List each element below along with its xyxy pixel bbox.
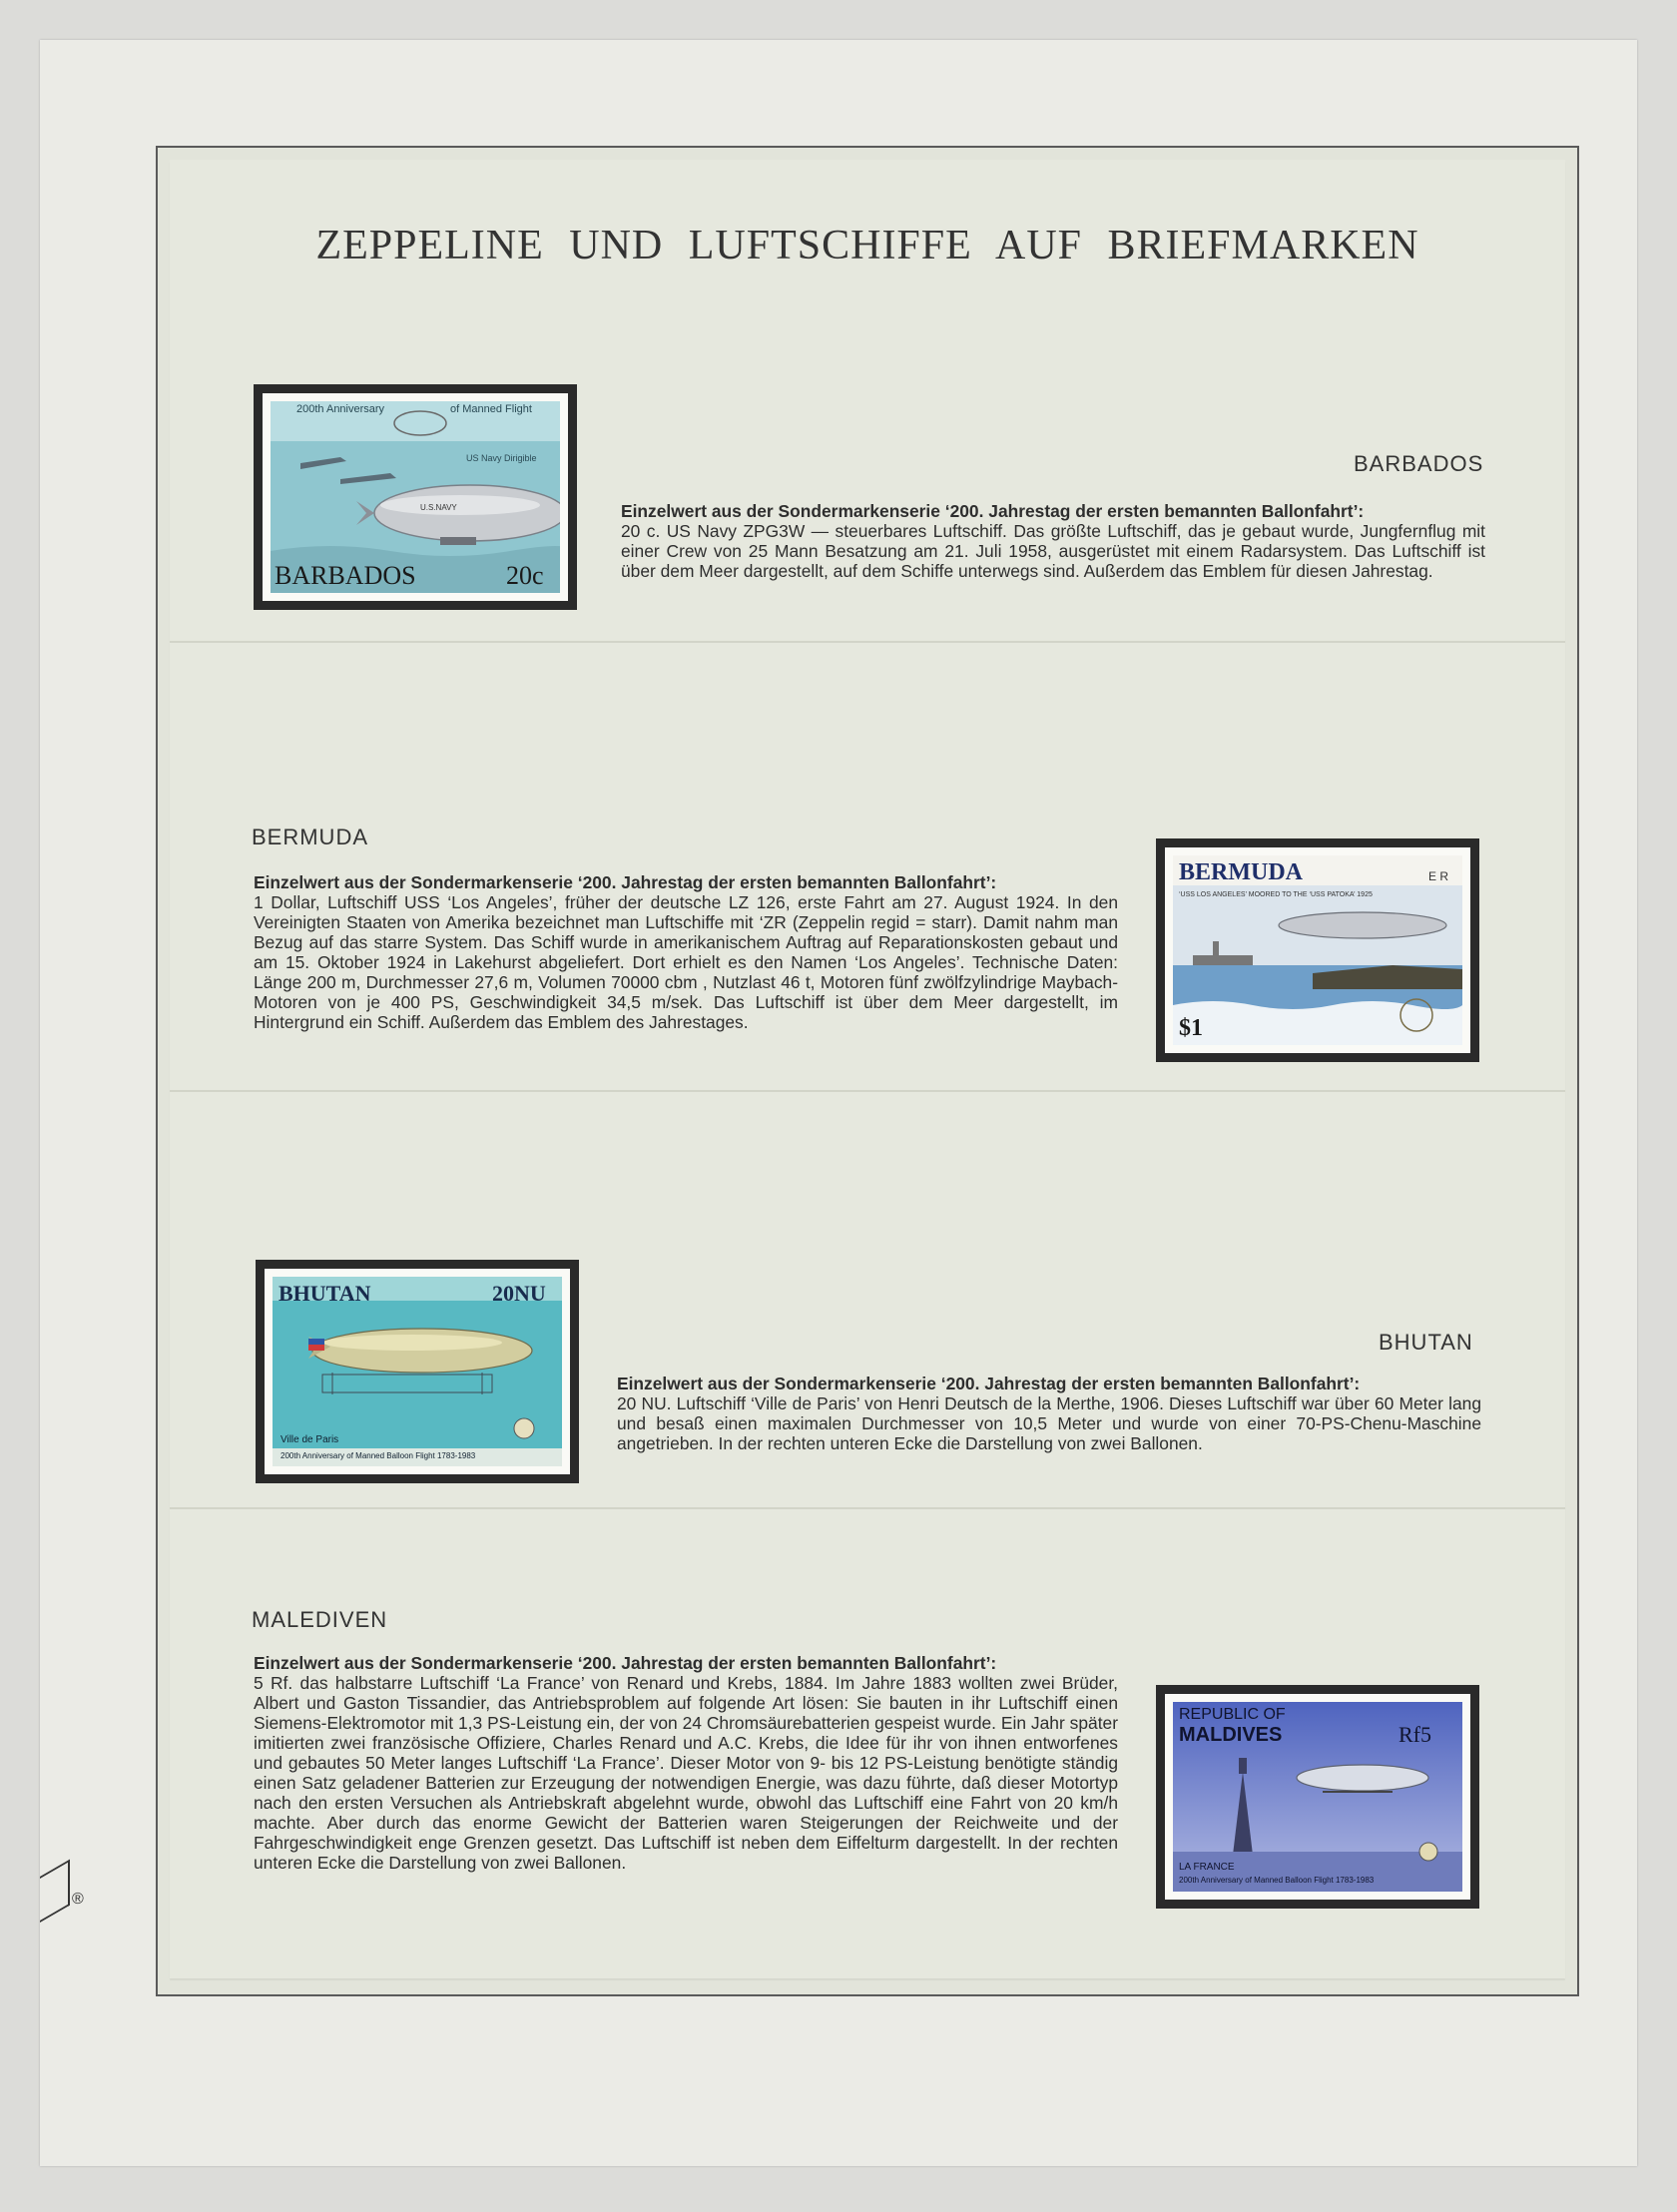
bermuda-stamp-cipher: E R xyxy=(1428,869,1449,883)
barbados-stamp-ship-label: U.S.NAVY xyxy=(420,503,457,512)
description-lead: Einzelwert aus der Sondermarkenserie ‘200. Jahrestag der ersten bemannten Ballonfahrt’: xyxy=(621,501,1365,521)
description-body: 5 Rf. das halbstarre Luftschiff ‘La France’ von Renard und Krebs, 1884. Im Jahre 1883 wollten zwei Brüder, Albert und Gaston Tissandier, das Antriebsproblem auf folgende Art lösen: Sie bauten in ihr Luftschiff einen Siemens-Elektromotor mit 1,3 PS-Leistung ein, der von 24 Chromsäurebatterien gespeist wurde. Ein Jahr später imitierten zwei französische Offiziere, Charles Renard und A.C. Krebs, die Idee für ihr von ihnen entworfenes und gebautes 50 Meter langes Luftschiff ‘La France’. Dieser Motor von 9- bis 12 PS-Leistung benötigte ständig einen Satz geladener Batterien zur Erzeugung der notwendigen Energie, was dazu führte, daß dieser Motortyp nach den ersten Versuchen als Antriebskraft abgelehnt wurde, obwohl das Luftschiff eine Fahrt von 20 km/h machte. Aber durch das enorme Gewicht der Batterien waren Steigerungen der Reichweite und der Fahrgeschwindigkeit enge Grenzen gesetzt. Das Luftschiff ist neben dem Eiffelturm dargestellt. In der rechten unteren Ecke die Darstellung von zwei Ballonen. xyxy=(254,1673,1118,1873)
stamp-barbados xyxy=(254,384,577,610)
bermuda-stamp-caption: ‘USS LOS ANGELES’ MOORED TO THE ‘USS PATOKA’ 1925 xyxy=(1179,891,1373,898)
page-title: ZEPPELINE UND LUFTSCHIFFE AUF BRIEFMARKEN xyxy=(315,223,1419,269)
description-maldives xyxy=(254,1653,1118,1873)
barbados-stamp-value: 20c xyxy=(506,561,544,590)
maldives-stamp-footer: 200th Anniversary of Manned Balloon Flight 1783-1983 xyxy=(1179,1876,1375,1885)
country-heading-barbados: BARBADOS xyxy=(1354,451,1484,476)
description-lead: Einzelwert aus der Sondermarkenserie ‘200. Jahrestag der ersten bemannten Ballonfahrt’: xyxy=(617,1374,1361,1393)
registered-mark: ® xyxy=(72,1891,84,1908)
country-heading-bhutan: BHUTAN xyxy=(1379,1330,1473,1355)
description-lead: Einzelwert aus der Sondermarkenserie ‘200. Jahrestag der ersten bemannten Ballonfahrt’: xyxy=(254,872,997,892)
description-body: 1 Dollar, Luftschiff USS ‘Los Angeles’, früher der deutsche LZ 126, erste Fahrt am 27. August 1924. In den Vereinigten Staaten von Amerika bezeichnet man Luftschiffe mit ‘ZR (Zeppelin regid = starr). Damit nahm man Bezug auf das starre System. Das Schiff wurde in amerikanischem Auftrag auf Reparationskosten gebaut und am 15. Oktober 1924 in Lakehurst abgeliefert. Dort erhielt es den Namen ‘Los Angeles’. Technische Daten: Länge 200 m, Durchmesser 27,6 m, Volumen 70000 cbm , Nutzlast 46 t, Motoren fünf zwölfzylindrige Maybach-Motoren von je 400 PS, Geschwindigkeit 34,5 m/sek. Das Luftschiff ist über dem Meer dargestellt, im Hintergrund ein Schiff. Außerdem das Emblem des Jahrestages. xyxy=(254,892,1118,1032)
maldives-stamp-name: LA FRANCE xyxy=(1179,1862,1235,1873)
barbados-stamp-country: BARBADOS xyxy=(275,561,416,590)
description-body: 20 c. US Navy ZPG3W — steuerbares Luftschiff. Das größte Luftschiff, das je gebaut wurde, Jungfernflug mit einer Crew von 25 Mann Besatzung am 21. Juli 1958, ausgerüstet mit einem Radarsystem. Das Luftschiff ist über dem Meer dargestellt, auf dem Schiffe unterwegs sind. Außerdem das Emblem für diesen Jahrestag. xyxy=(621,521,1485,581)
maldives-stamp-value: Rf5 xyxy=(1398,1722,1431,1747)
description-lead: Einzelwert aus der Sondermarkenserie ‘200. Jahrestag der ersten bemannten Ballonfahrt’: xyxy=(254,1653,997,1673)
maldives-stamp-country-line2: MALDIVES xyxy=(1179,1724,1283,1746)
bhutan-stamp-value: 20NU xyxy=(492,1281,546,1306)
stamp-bhutan xyxy=(256,1260,579,1483)
bhutan-stamp-country: BHUTAN xyxy=(279,1281,371,1306)
maldives-stamp-country-line1: REPUBLIC OF xyxy=(1179,1706,1286,1723)
barbados-stamp-caption: US Navy Dirigible xyxy=(466,453,537,463)
bermuda-stamp-value: $1 xyxy=(1179,1015,1203,1041)
barbados-stamp-header-right: of Manned Flight xyxy=(450,403,532,415)
description-bermuda xyxy=(254,872,1118,1032)
barbados-stamp-header-left: 200th Anniversary xyxy=(296,403,385,415)
bermuda-stamp-country: BERMUDA xyxy=(1179,859,1303,885)
bhutan-stamp-name: Ville de Paris xyxy=(280,1434,339,1445)
bhutan-stamp-footer: 200th Anniversary of Manned Balloon Flight 1783-1983 xyxy=(280,1451,476,1460)
description-body: 20 NU. Luftschiff ‘Ville de Paris’ von Henri Deutsch de la Merthe, 1906. Dieses Luftschiff war über 60 Meter lang und besaß einen maximalen Durchmesser von 10,5 Meter und wurde von einer 70-PS-Chenu-Maschine angetrieben. In der rechten unteren Ecke die Darstellung von zwei Ballonen. xyxy=(617,1393,1481,1453)
stamp-maldives xyxy=(1156,1685,1479,1909)
stamp-bermuda xyxy=(1156,838,1479,1062)
description-barbados xyxy=(621,501,1485,581)
country-heading-maldives: MALEDIVEN xyxy=(252,1607,388,1632)
country-heading-bermuda: BERMUDA xyxy=(252,825,369,849)
description-bhutan xyxy=(617,1374,1481,1453)
